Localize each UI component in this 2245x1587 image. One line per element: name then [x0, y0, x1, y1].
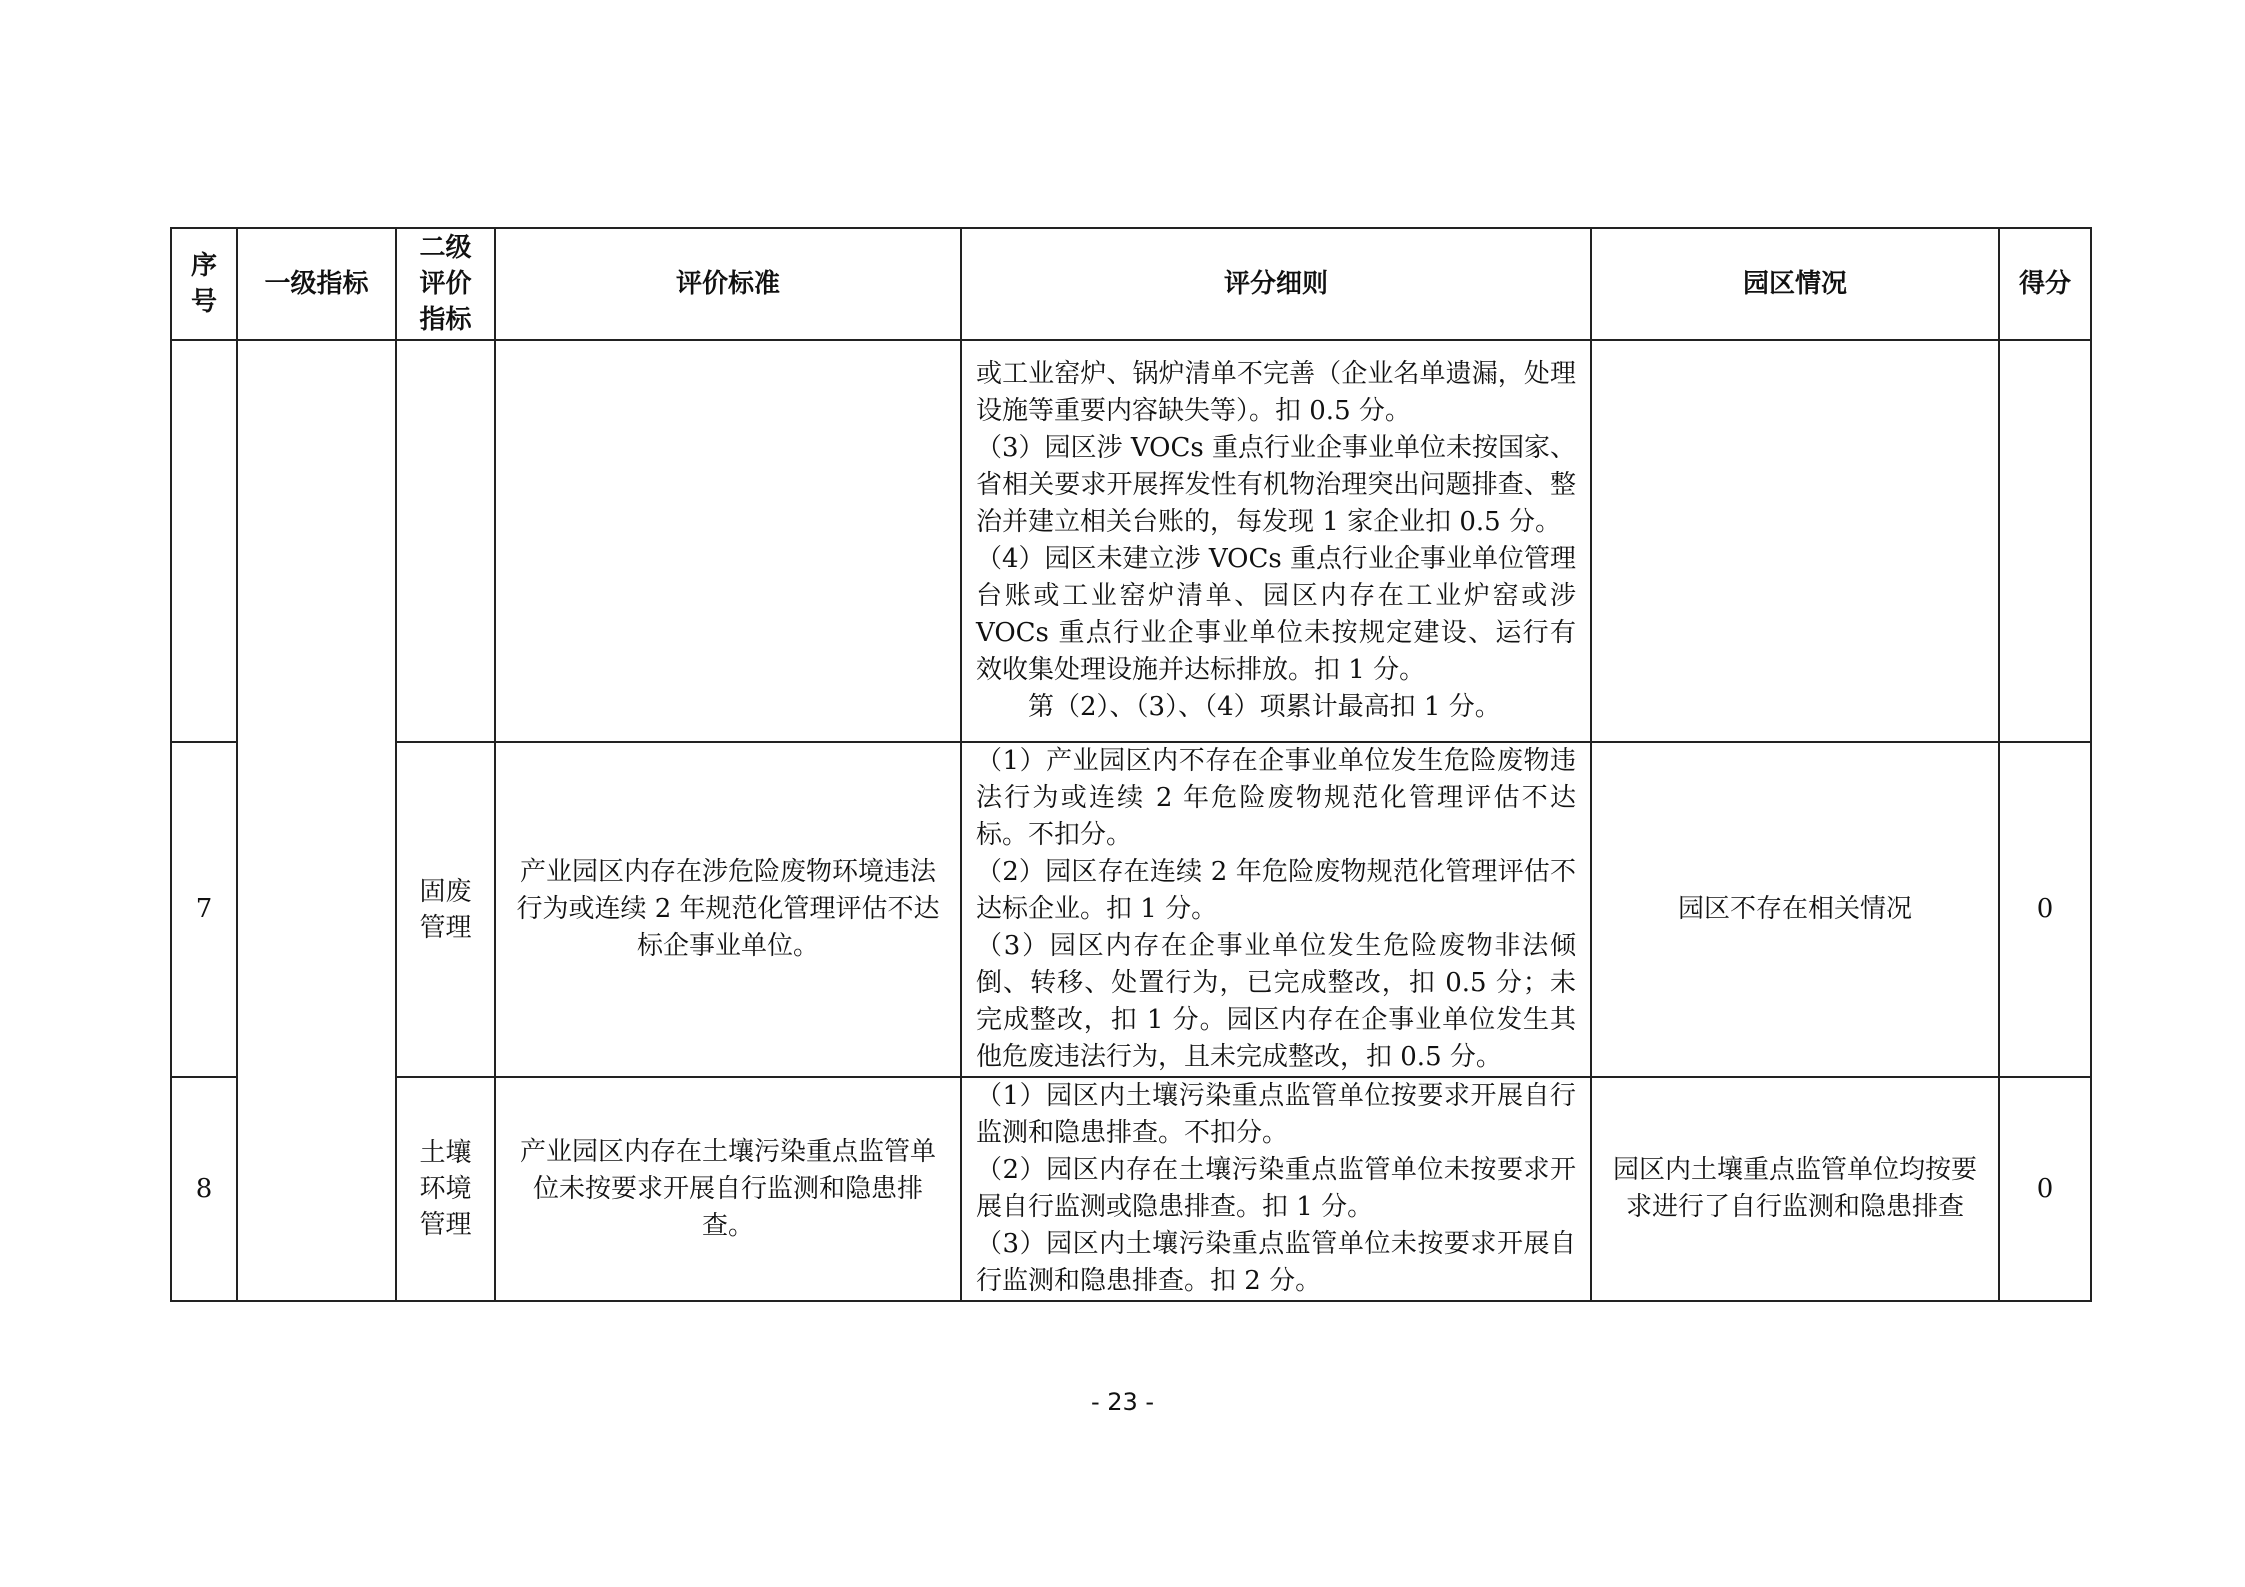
rule-text: （4）园区未建立涉 VOCs 重点行业企事业单位管理台账或工业窑炉清单、园区内存在工业炉窑或涉 VOCs 重点行业企事业单位未按规定建设、运行有效收集处理设施并达标排放。扣 1 分。 — [976, 544, 1576, 685]
standard-cell: 产业园区内存在涉危险废物环境违法行为或连续 2 年规范化管理评估不达标企事业单位。 — [495, 742, 961, 1077]
standard-cell — [495, 340, 961, 742]
level1-indicator-cell — [237, 340, 396, 1301]
situation-cell: 园区不存在相关情况 — [1591, 742, 1999, 1077]
table-row — [171, 340, 2091, 742]
header-seq: 序 号 — [171, 228, 237, 340]
header-level1-indicator: 一级指标 — [237, 228, 396, 340]
page-number: - 23 - — [1090, 1388, 1155, 1416]
rule-text: 或工业窑炉、锅炉清单不完善（企业名单遗漏，处理设施等重要内容缺失等）。扣 0.5 分。 — [976, 359, 1576, 426]
score-cell: 0 — [1999, 742, 2091, 1077]
evaluation-table — [170, 227, 2092, 1302]
table-row — [171, 742, 2091, 1077]
seq-cell: 8 — [171, 1077, 237, 1301]
rule-text: （1）园区内土壤污染重点监管单位按要求开展自行监测和隐患排查。不扣分。 — [976, 1081, 1576, 1148]
situation-cell — [1591, 340, 1999, 742]
rule-text: 第（2）、（3）、（4）项累计最高扣 1 分。 — [1028, 692, 1501, 722]
table-row — [171, 1077, 2091, 1301]
level2-indicator-cell — [396, 340, 495, 742]
seq-cell — [171, 340, 237, 742]
scoring-rules-cell — [961, 1077, 1591, 1301]
header-score: 得分 — [1999, 228, 2091, 340]
score-cell: 0 — [1999, 1077, 2091, 1301]
rule-text: （3）园区涉 VOCs 重点行业企事业单位未按国家、省相关要求开展挥发性有机物治理突出问题排查、整治并建立相关台账的，每发现 1 家企业扣 0.5 分。 — [976, 433, 1576, 537]
scoring-rules-cell — [961, 742, 1591, 1077]
situation-cell: 园区内土壤重点监管单位均按要求进行了自行监测和隐患排查 — [1591, 1077, 1999, 1301]
rule-text: （2）园区存在连续 2 年危险废物规范化管理评估不达标企业。扣 1 分。 — [976, 857, 1576, 924]
header-scoring-rules: 评分细则 — [961, 228, 1591, 340]
standard-cell: 产业园区内存在土壤污染重点监管单位未按要求开展自行监测和隐患排查。 — [495, 1077, 961, 1301]
table-header-row — [171, 228, 2091, 340]
level2-indicator-cell: 土壤 环境 管理 — [396, 1077, 495, 1301]
rule-text: （2）园区内存在土壤污染重点监管单位未按要求开展自行监测或隐患排查。扣 1 分。 — [976, 1155, 1576, 1222]
header-evaluation-standard: 评价标准 — [495, 228, 961, 340]
seq-cell: 7 — [171, 742, 237, 1077]
rule-text: （1）产业园区内不存在企事业单位发生危险废物违法行为或连续 2 年危险废物规范化管理评估不达标。不扣分。 — [976, 746, 1576, 850]
rule-text: （3）园区内存在企事业单位发生危险废物非法倾倒、转移、处置行为，已完成整改，扣 0.5 分；未完成整改，扣 1 分。园区内存在企事业单位发生其他危废违法行为，且未完成整改，扣 0.5 分。 — [976, 931, 1576, 1072]
header-level2-indicator: 二级 评价 指标 — [396, 228, 495, 340]
score-cell — [1999, 340, 2091, 742]
rule-text: （3）园区内土壤污染重点监管单位未按要求开展自行监测和隐患排查。扣 2 分。 — [976, 1229, 1576, 1296]
level2-indicator-cell: 固废 管理 — [396, 742, 495, 1077]
header-park-situation: 园区情况 — [1591, 228, 1999, 340]
scoring-rules-cell — [961, 340, 1591, 742]
